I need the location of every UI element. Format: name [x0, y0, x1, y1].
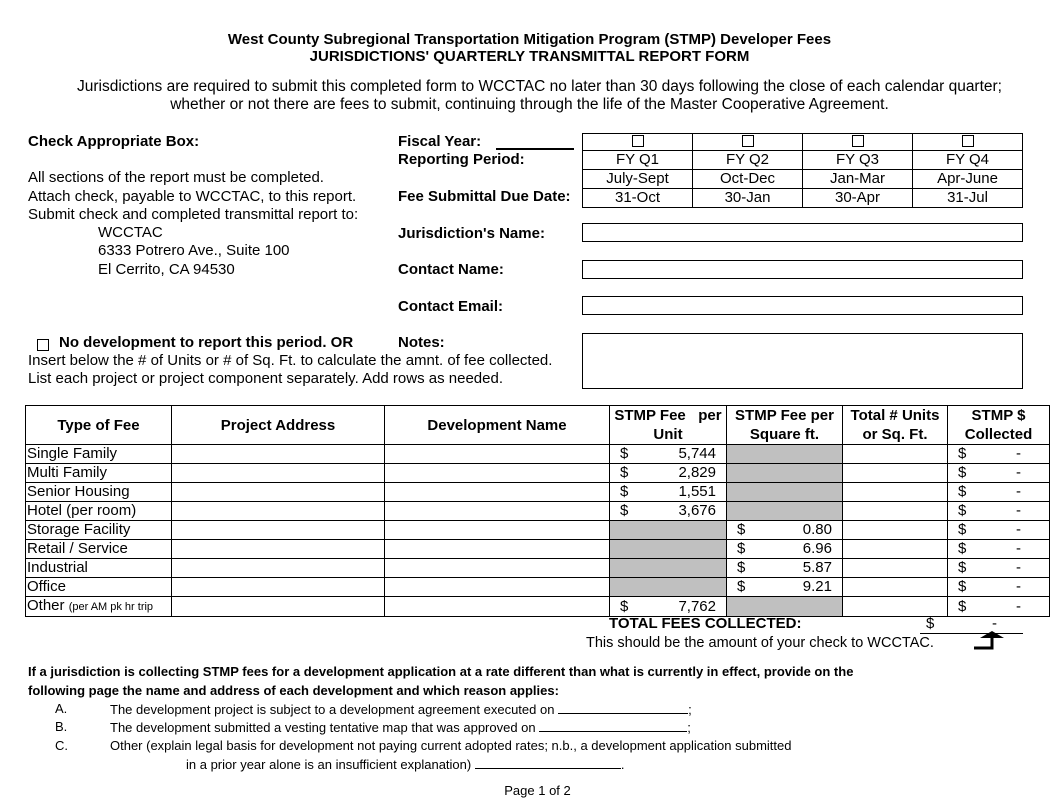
project-address-cell[interactable]	[172, 578, 385, 597]
collected-cell: $ -	[948, 540, 1050, 559]
project-address-cell[interactable]	[172, 464, 385, 483]
no-development-checkbox[interactable]	[37, 339, 49, 351]
total-units-cell[interactable]	[843, 540, 948, 559]
sqft-fee-value: 0.80	[802, 521, 832, 538]
fee-due-label: Fee Submittal Due Date:	[398, 188, 571, 205]
development-name-cell[interactable]	[385, 483, 610, 502]
col-header-type: Type of Fee	[26, 406, 172, 445]
collected-value: -	[1016, 483, 1021, 500]
jurisdiction-label: Jurisdiction's Name:	[398, 225, 545, 242]
sqft-fee-cell: $ 6.96	[727, 540, 843, 559]
item-a-letter: A.	[55, 701, 68, 716]
unit-fee-cell: $ 7,762	[610, 597, 727, 617]
fee-row	[26, 502, 1050, 521]
item-c-end: .	[620, 757, 625, 772]
item-c-explanation-field[interactable]	[475, 756, 621, 769]
sqft-fee-cell-disabled	[727, 502, 843, 521]
collected-cell: $ -	[948, 502, 1050, 521]
collected-value: -	[1016, 559, 1021, 576]
form-title: West County Subregional Transportation Mitigation Program (STMP) Developer Fees	[227, 31, 832, 48]
unit-fee-cell: $ 2,829	[610, 464, 727, 483]
collected-value: -	[1016, 597, 1021, 615]
fee-type: Hotel (per room)	[26, 502, 172, 521]
col-header-dev-name: Development Name	[385, 406, 610, 445]
project-address-cell[interactable]	[172, 597, 385, 617]
collected-cell: $ -	[948, 483, 1050, 502]
item-b-letter: B.	[55, 719, 68, 734]
contact-email-label: Contact Email:	[398, 298, 504, 315]
collected-cell: $ -	[948, 445, 1050, 464]
collected-value: -	[1016, 540, 1021, 557]
total-units-cell[interactable]	[843, 502, 948, 521]
reporting-period-label: Reporting Period:	[398, 151, 525, 168]
quarter-name: FY Q2	[693, 151, 803, 170]
instruction-line-1: All sections of the report must be completed.	[28, 169, 324, 186]
project-address-cell[interactable]	[172, 445, 385, 464]
page-number: Page 1 of 2	[504, 783, 571, 798]
quarter-due-date: 31-Oct	[583, 189, 693, 208]
fee-type: Office	[26, 578, 172, 597]
development-name-cell[interactable]	[385, 521, 610, 540]
sqft-fee-cell-disabled	[727, 445, 843, 464]
unit-fee-value: 5,744	[678, 445, 716, 462]
item-a-date-field[interactable]	[558, 701, 688, 714]
development-name-cell[interactable]	[385, 559, 610, 578]
sqft-fee-cell-disabled	[727, 597, 843, 617]
fee-row	[26, 483, 1050, 502]
collected-value: -	[1016, 502, 1021, 519]
checkbox-icon[interactable]	[852, 135, 864, 147]
unit-fee-cell-disabled	[610, 540, 727, 559]
total-units-cell[interactable]	[843, 464, 948, 483]
footer-para-2: following page the name and address of each development and which reason applies:	[28, 683, 559, 698]
quarter-name: FY Q4	[913, 151, 1023, 170]
item-a	[110, 701, 692, 717]
development-name-cell[interactable]	[385, 445, 610, 464]
unit-fee-value: 2,829	[678, 464, 716, 481]
fee-type: Other (per AM pk hr trip	[26, 597, 172, 617]
total-dollar: $	[926, 615, 935, 632]
development-name-cell[interactable]	[385, 464, 610, 483]
collected-cell: $ -	[948, 521, 1050, 540]
sqft-fee-cell-disabled	[727, 464, 843, 483]
item-a-end: ;	[688, 702, 692, 717]
no-development-line-1: Insert below the # of Units or # of Sq. Ft. to calculate the amnt. of fee collected.	[28, 352, 553, 369]
col-header-per-unit: STMP Fee per Unit	[610, 406, 727, 445]
development-name-cell[interactable]	[385, 540, 610, 559]
unit-fee-cell-disabled	[610, 521, 727, 540]
total-value: -	[992, 615, 997, 632]
form-subtitle: JURISDICTIONS' QUARTERLY TRANSMITTAL REPORT FORM	[309, 48, 750, 65]
project-address-cell[interactable]	[172, 540, 385, 559]
collected-cell: $ -	[948, 578, 1050, 597]
quarter-period: Oct-Dec	[693, 170, 803, 189]
total-units-cell[interactable]	[843, 559, 948, 578]
total-units-cell[interactable]	[843, 445, 948, 464]
contact-name-field[interactable]	[582, 260, 1023, 279]
fee-row	[26, 540, 1050, 559]
quarter-name: FY Q1	[583, 151, 693, 170]
no-development-line-2: List each project or project component separately. Add rows as needed.	[28, 370, 503, 387]
sqft-fee-cell: $ 5.87	[727, 559, 843, 578]
sqft-fee-value: 9.21	[802, 578, 832, 595]
collected-value: -	[1016, 464, 1021, 481]
item-b-end: ;	[687, 720, 691, 735]
fee-row	[26, 464, 1050, 483]
fee-type-note: (per AM pk hr trip	[68, 601, 154, 613]
quarter-period: July-Sept	[583, 170, 693, 189]
project-address-cell[interactable]	[172, 483, 385, 502]
fee-row	[26, 559, 1050, 578]
address-street: 6333 Potrero Ave., Suite 100	[98, 242, 290, 259]
collected-cell: $ -	[948, 597, 1050, 617]
return-arrow-icon	[970, 630, 1014, 652]
check-note: This should be the amount of your check to WCCTAC.	[586, 635, 934, 651]
fee-type: Single Family	[26, 445, 172, 464]
fiscal-year-label: Fiscal Year:	[398, 133, 482, 150]
contact-name-label: Contact Name:	[398, 261, 504, 278]
unit-fee-cell: $ 1,551	[610, 483, 727, 502]
check-box-label: Check Appropriate Box:	[28, 133, 200, 150]
item-b-date-field[interactable]	[539, 719, 687, 732]
unit-fee-value: 7,762	[678, 597, 716, 615]
collected-value: -	[1016, 445, 1021, 462]
development-name-cell[interactable]	[385, 597, 610, 617]
sqft-fee-value: 6.96	[802, 540, 832, 557]
instruction-line-3: Submit check and completed transmittal report to:	[28, 206, 359, 223]
unit-fee-value: 1,551	[678, 483, 716, 500]
fee-row	[26, 521, 1050, 540]
collected-value: -	[1016, 578, 1021, 595]
col-header-collected: STMP $ Collected	[948, 406, 1050, 445]
project-address-cell[interactable]	[172, 521, 385, 540]
instruction-line-2: Attach check, payable to WCCTAC, to this report.	[28, 188, 357, 205]
unit-fee-cell: $ 5,744	[610, 445, 727, 464]
col-header-address: Project Address	[172, 406, 385, 445]
fee-type: Storage Facility	[26, 521, 172, 540]
col-header-per-sqft: STMP Fee per Square ft.	[727, 406, 843, 445]
total-units-cell[interactable]	[843, 483, 948, 502]
address-city: El Cerrito, CA 94530	[98, 261, 235, 278]
unit-fee-value: 3,676	[678, 502, 716, 519]
fee-table	[25, 405, 1050, 617]
fee-type: Retail / Service	[26, 540, 172, 559]
jurisdiction-name-field[interactable]	[582, 223, 1023, 242]
project-address-cell[interactable]	[172, 502, 385, 521]
sqft-fee-cell: $ 9.21	[727, 578, 843, 597]
checkbox-icon[interactable]	[632, 135, 644, 147]
collected-value: -	[1016, 521, 1021, 538]
fee-type: Senior Housing	[26, 483, 172, 502]
fee-row	[26, 578, 1050, 597]
project-address-cell[interactable]	[172, 559, 385, 578]
total-units-cell[interactable]	[843, 578, 948, 597]
quarter-due-date: 30-Jan	[693, 189, 803, 208]
contact-email-field[interactable]	[582, 296, 1023, 315]
quarter-q1-checkbox-cell[interactable]	[583, 134, 693, 151]
checkbox-icon[interactable]	[962, 135, 974, 147]
notes-label: Notes:	[398, 334, 445, 351]
quarter-q4-checkbox-cell[interactable]	[913, 134, 1023, 151]
item-c-text-2: in a prior year alone is an insufficient explanation)	[186, 757, 472, 772]
fee-row	[26, 597, 1050, 617]
total-units-cell[interactable]	[843, 521, 948, 540]
item-a-text: The development project is subject to a development agreement executed on	[110, 702, 555, 717]
checkbox-icon[interactable]	[742, 135, 754, 147]
quarter-due-date: 30-Apr	[803, 189, 913, 208]
development-name-cell[interactable]	[385, 578, 610, 597]
footer-para-1: If a jurisdiction is collecting STMP fees for a development application at a rate different than what is currently in effect, provide on the	[28, 664, 854, 679]
collected-cell: $ -	[948, 559, 1050, 578]
total-label: TOTAL FEES COLLECTED:	[609, 615, 802, 632]
item-c-text-1: Other (explain legal basis for development not paying current adopted rates; n.b., a development application submitted	[110, 738, 792, 753]
unit-fee-cell-disabled	[610, 559, 727, 578]
fee-row	[26, 445, 1050, 464]
fiscal-year-field[interactable]	[496, 148, 574, 150]
sqft-fee-cell-disabled	[727, 483, 843, 502]
unit-fee-cell: $ 3,676	[610, 502, 727, 521]
col-header-total: Total # Units or Sq. Ft.	[843, 406, 948, 445]
no-development-label: No development to report this period. OR	[59, 334, 354, 351]
intro-line-2: whether or not there are fees to submit, continuing through the life of the Master Cooperative Agreement.	[170, 96, 889, 113]
collected-cell: $ -	[948, 464, 1050, 483]
quarter-table	[582, 133, 1023, 208]
sqft-fee-value: 5.87	[802, 559, 832, 576]
unit-fee-cell-disabled	[610, 578, 727, 597]
notes-field[interactable]	[582, 333, 1023, 389]
fee-type: Multi Family	[26, 464, 172, 483]
quarter-period: Apr-June	[913, 170, 1023, 189]
development-name-cell[interactable]	[385, 502, 610, 521]
quarter-name: FY Q3	[803, 151, 913, 170]
quarter-period: Jan-Mar	[803, 170, 913, 189]
fee-type: Industrial	[26, 559, 172, 578]
item-b	[110, 719, 691, 735]
item-b-text: The development submitted a vesting tentative map that was approved on	[110, 720, 536, 735]
sqft-fee-cell: $ 0.80	[727, 521, 843, 540]
item-c-letter: C.	[55, 738, 68, 753]
intro-line-1: Jurisdictions are required to submit this completed form to WCCTAC no later than 30 days following the close of each calendar quarter;	[77, 78, 1002, 95]
address-name: WCCTAC	[98, 224, 163, 241]
item-c-line-2	[186, 756, 624, 772]
quarter-q3-checkbox-cell[interactable]	[803, 134, 913, 151]
quarter-due-date: 31-Jul	[913, 189, 1023, 208]
quarter-q2-checkbox-cell[interactable]	[693, 134, 803, 151]
